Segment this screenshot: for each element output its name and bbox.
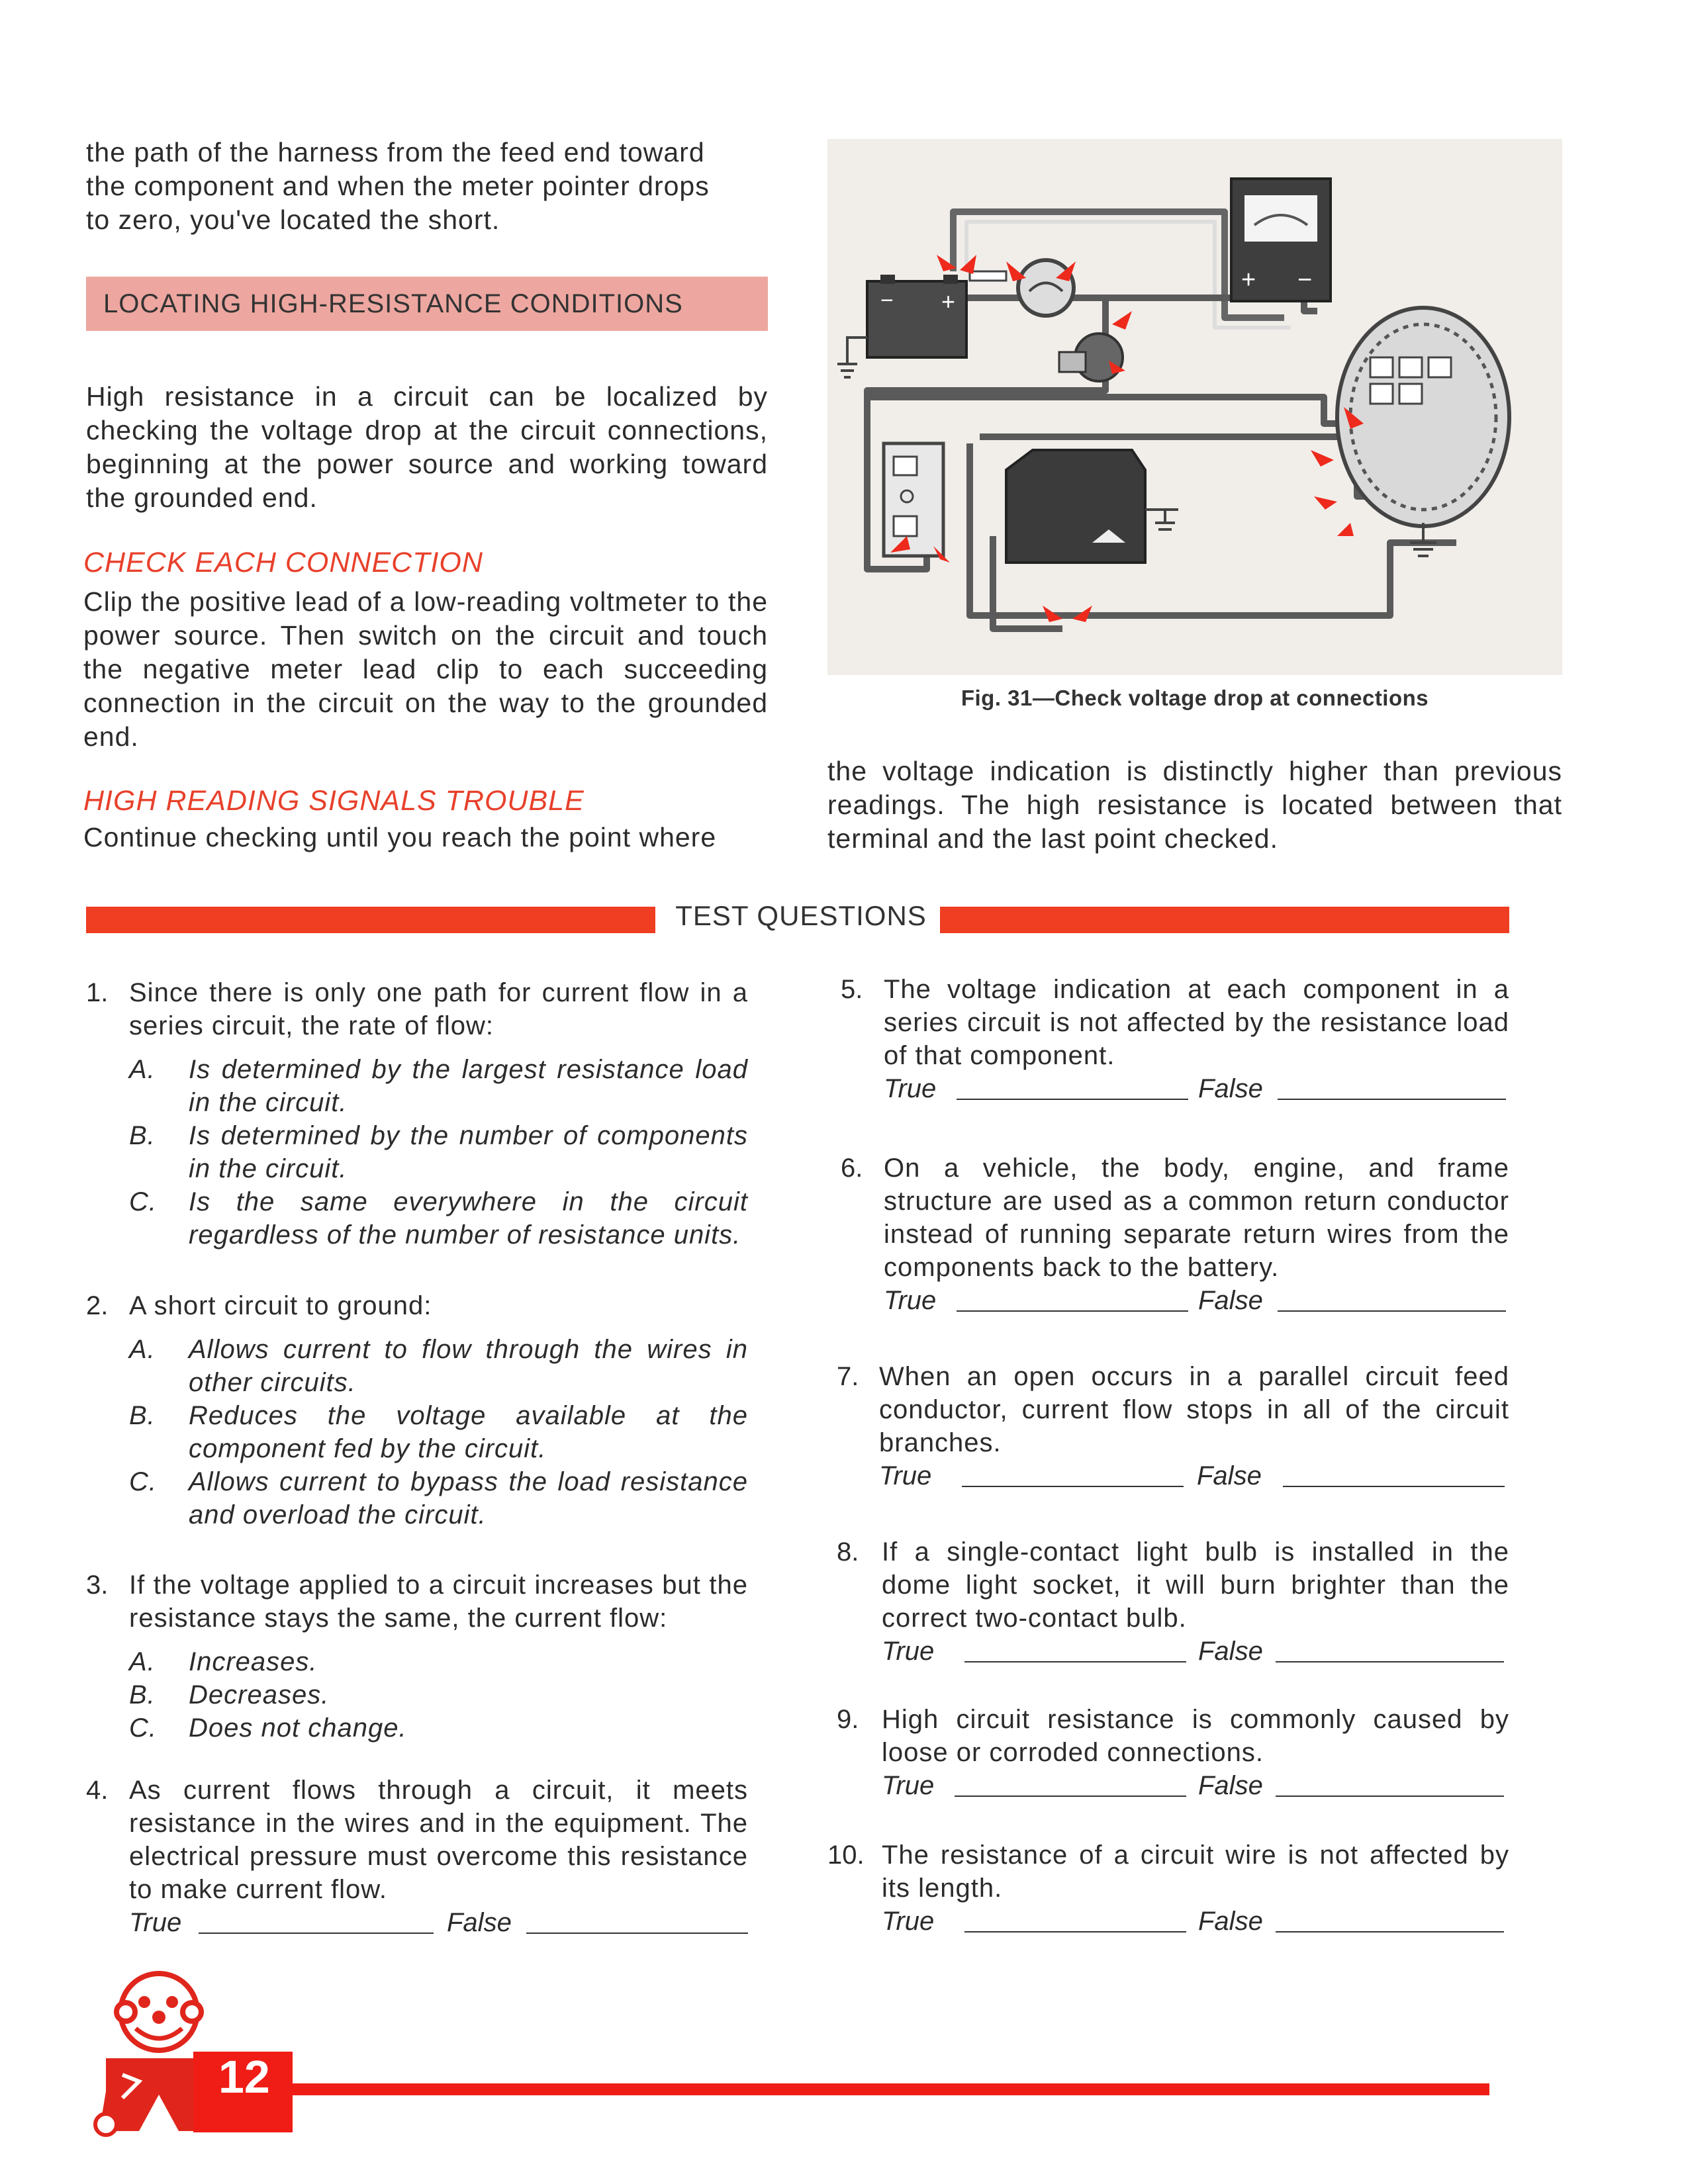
false-label: False	[1198, 1771, 1263, 1800]
true-label: True	[129, 1908, 182, 1937]
option-letter: B.	[129, 1121, 156, 1150]
option-text: Allows current to bypass the load resistance and overload the circuit.	[189, 1467, 748, 1529]
option-text: Is determined by the number of components in the circuit.	[189, 1121, 748, 1183]
true-label: True	[884, 1286, 937, 1315]
gauge-icon	[970, 260, 1074, 316]
intro-line-2: the component and when the meter pointer drops	[86, 171, 710, 201]
question-1	[86, 976, 748, 1251]
question-stem: If a single-contact light bulb is installed in the dome light socket, it will burn brighter than the correct two-contact bulb.	[882, 1537, 1509, 1633]
test-bar-right	[940, 907, 1509, 933]
question-stem: When an open occurs in a parallel circuit feed conductor, current flow stops in all of the circuit branches.	[879, 1362, 1509, 1457]
true-label: True	[882, 1637, 935, 1666]
question-9	[827, 1703, 1509, 1802]
question-stem: As current flows through a circuit, it meets resistance in the wires and in the equipment. The electrical pressure must overcome this resistance to make current flow.	[129, 1776, 748, 1904]
question-7	[827, 1360, 1509, 1492]
check-heading: CHECK EACH CONNECTION	[83, 547, 483, 578]
option-letter: B.	[129, 1401, 156, 1430]
battery-minus-label: −	[880, 288, 894, 313]
true-answer-line[interactable]	[199, 1933, 434, 1934]
question-number: 4.	[86, 1776, 109, 1805]
question-8	[827, 1535, 1509, 1668]
option-letter: C.	[129, 1467, 157, 1496]
false-label: False	[1197, 1461, 1262, 1490]
high-body-right	[827, 754, 1562, 856]
option-c	[129, 1185, 748, 1251]
question-number: 3.	[86, 1570, 109, 1600]
true-label: True	[882, 1907, 935, 1936]
option-letter: A.	[129, 1055, 156, 1084]
false-label: False	[1198, 1286, 1263, 1315]
option-a	[129, 1645, 748, 1678]
false-label: False	[1198, 1907, 1263, 1936]
battery-icon	[837, 275, 966, 377]
question-number: 5.	[841, 975, 863, 1004]
intro-line-3: to zero, you've located the short.	[86, 205, 500, 235]
false-answer-line[interactable]	[1278, 1310, 1506, 1312]
false-label: False	[1198, 1637, 1263, 1666]
footer-rule	[291, 2083, 1489, 2095]
true-false-row	[129, 1906, 748, 1939]
question-4	[86, 1774, 748, 1939]
circuit-figure	[827, 139, 1562, 675]
option-b	[129, 1119, 748, 1185]
option-a	[129, 1053, 748, 1119]
true-answer-line[interactable]	[957, 1310, 1188, 1312]
option-c	[129, 1465, 748, 1531]
check-body	[83, 585, 768, 754]
high-paragraph-right: the voltage indication is distinctly higher than previous readings. The high resistance is located between that terminal and the last point checked.	[827, 756, 1562, 854]
question-5	[827, 973, 1509, 1105]
high-paragraph-left: Continue checking until you reach the point where	[83, 822, 717, 852]
question-stem: Since there is only one path for current flow in a series circuit, the rate of flow:	[129, 978, 748, 1040]
battery-plus-label: +	[941, 288, 956, 315]
question-6	[827, 1152, 1509, 1317]
option-text: Decreases.	[189, 1680, 330, 1709]
voltmeter-icon	[1231, 179, 1331, 301]
true-false-row	[884, 1072, 1509, 1105]
circuit-diagram	[827, 139, 1562, 675]
question-number: 8.	[837, 1537, 859, 1567]
page-number: 12	[218, 2051, 270, 2103]
true-label: True	[879, 1461, 932, 1490]
true-answer-line[interactable]	[962, 1486, 1184, 1487]
option-letter: A.	[129, 1647, 156, 1676]
option-text: Reduces the voltage available at the component fed by the circuit.	[189, 1401, 748, 1463]
true-answer-line[interactable]	[964, 1931, 1186, 1933]
question-number: 6.	[841, 1154, 863, 1183]
option-c	[129, 1711, 748, 1745]
false-label: False	[1198, 1074, 1263, 1103]
meter-plus-label: +	[1241, 266, 1256, 294]
test-bar-left	[86, 907, 655, 933]
figure-caption: Fig. 31—Check voltage drop at connections	[961, 686, 1429, 710]
option-a	[129, 1333, 748, 1399]
question-stem: The voltage indication at each component in a series circuit is not affected by the resistance load of that component.	[884, 975, 1509, 1070]
false-answer-line[interactable]	[1276, 1931, 1504, 1933]
question-number: 7.	[837, 1362, 859, 1391]
true-false-row	[882, 1905, 1509, 1938]
true-answer-line[interactable]	[957, 1099, 1188, 1100]
option-letter: B.	[129, 1680, 156, 1709]
question-number: 2.	[86, 1291, 109, 1320]
true-answer-line[interactable]	[964, 1661, 1186, 1662]
check-paragraph: Clip the positive lead of a low-reading voltmeter to the power source. Then switch on the circuit and touch the negative meter lead clip to each succeeding connection in the circuit on the way to the grounded end.	[83, 586, 768, 752]
regulator-icon	[1006, 450, 1178, 563]
switch-icon	[1059, 334, 1123, 381]
question-number: 9.	[837, 1705, 859, 1734]
true-label: True	[884, 1074, 937, 1103]
false-label: False	[447, 1908, 512, 1937]
true-label: True	[882, 1771, 935, 1800]
false-answer-line[interactable]	[1278, 1099, 1506, 1100]
section-body	[86, 380, 768, 515]
question-stem: The resistance of a circuit wire is not affected by its length.	[882, 1841, 1509, 1903]
true-false-row	[882, 1769, 1509, 1802]
question-stem: High circuit resistance is commonly caused by loose or corroded connections.	[882, 1705, 1509, 1767]
true-answer-line[interactable]	[955, 1796, 1186, 1797]
high-heading: HIGH READING SIGNALS TROUBLE	[83, 785, 585, 817]
false-answer-line[interactable]	[1283, 1486, 1505, 1487]
section-heading: LOCATING HIGH-RESISTANCE CONDITIONS	[86, 277, 768, 331]
false-answer-line[interactable]	[1276, 1661, 1504, 1662]
question-10	[827, 1839, 1509, 1938]
question-2	[86, 1289, 748, 1531]
question-stem: On a vehicle, the body, engine, and frame structure are used as a common return conductor instead of running separate return wires from the components back to the battery.	[884, 1154, 1509, 1282]
high-body-left	[83, 821, 768, 854]
intro-line-1: the path of the harness from the feed end toward	[86, 137, 705, 167]
false-answer-line[interactable]	[526, 1933, 748, 1934]
option-text: Is determined by the largest resistance load in the circuit.	[189, 1055, 748, 1117]
meter-minus-label: −	[1297, 266, 1313, 294]
true-false-row	[882, 1635, 1509, 1668]
fuse-panel-icon	[884, 443, 943, 556]
true-false-row	[884, 1284, 1509, 1317]
option-text: Allows current to flow through the wires in other circuits.	[189, 1335, 748, 1397]
true-false-row	[879, 1459, 1509, 1492]
option-letter: C.	[129, 1713, 157, 1743]
alternator-icon	[1337, 308, 1509, 556]
question-number: 10.	[827, 1841, 865, 1870]
option-text: Is the same everywhere in the circuit regardless of the number of resistance units.	[189, 1187, 748, 1250]
option-b	[129, 1399, 748, 1465]
question-3	[86, 1569, 748, 1745]
option-text: Does not change.	[189, 1713, 407, 1743]
false-answer-line[interactable]	[1276, 1796, 1504, 1797]
question-stem: A short circuit to ground:	[129, 1291, 432, 1320]
test-questions-title: TEST QUESTIONS	[662, 900, 940, 932]
section-paragraph: High resistance in a circuit can be localized by checking the voltage drop at the circuit connections, beginning at the power source and working toward the grounded end.	[86, 381, 768, 513]
option-b	[129, 1678, 748, 1711]
question-number: 1.	[86, 978, 109, 1007]
intro-text	[86, 136, 768, 237]
option-text: Increases.	[189, 1647, 318, 1676]
option-letter: A.	[129, 1335, 156, 1364]
question-stem: If the voltage applied to a circuit increases but the resistance stays the same, the current flow:	[129, 1570, 748, 1633]
option-letter: C.	[129, 1187, 157, 1216]
